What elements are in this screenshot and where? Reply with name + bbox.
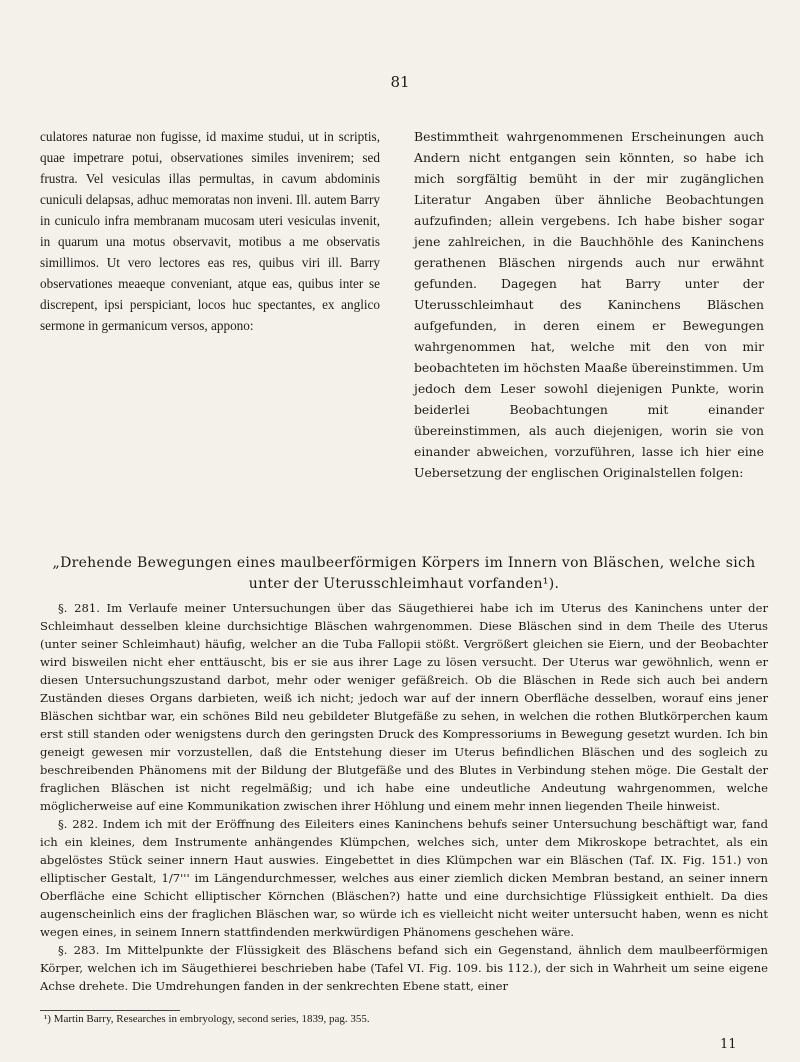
- paragraph-281: §. 281. Im Verlaufe meiner Untersuchungen über das Säugethierei habe ich im Uterus des Kaninchens unter der Schleimhaut desselben kleine durchsichtige Bläschen wahrgenommen. Diese Bläschen sind in dem Theile des Uterus (unter seiner Schleimhaut) häufig, welcher an die Tuba Fallopii stößt. Vergrößert gleichen sie Eiern, und der Beobachter wird bisweilen nicht eher enttäuscht, bis er sie aus ihrer Lage zu lösen versucht. Der Uterus war gewöhnlich, wenn er diesen Untersuchungszustand darbot, mehr oder weniger gefäßreich. Ob die Bläschen in Rede sich auch bei andern Zuständen dieses Organs darbieten, weiß ich nicht; jedoch war auf der innern Oberfläche desselben, worauf eins jener Bläschen sichtbar war, ein schönes Bild neu gebildeter Blutgefäße zu sehen, in welchen die rothen Blutkörperchen kaum erst still standen oder wenigstens durch den geringsten Druck des Kompressoriums in Bewegung gesetzt wurden. Ich bin geneigt gewesen mir vorzustellen, daß die Entstehung dieser im Uterus befindlichen Bläschen und des sogleich zu beschreibenden Phänomens mit der Bildung der Blutgefäße und des Blutes in Verbindung stehen möge. Die Gestalt der fraglichen Bläschen ist nicht regelmäßig; und ich habe eine undeutliche Andeutung wahrgenommen, welche möglicherweise auf eine Kommunikation zwischen ihrer Höhlung und einem mehr innen liegenden Theile hinweist.: [40, 601, 768, 813]
- footnote-divider: [40, 1010, 180, 1011]
- signature-mark: 11: [720, 1037, 737, 1052]
- paragraph-282: §. 282. Indem ich mit der Eröffnung des Eileiters eines Kaninchens behufs seiner Untersuchung beschäftigt war, fand ich ein kleines, dem Instrumente anhängendes Klümpchen, welches sich, unter dem Mikroskope betrachtet, als ein abgelöstes Stück seiner innern Haut auswies. Eingebettet in dies Klümpchen war ein Bläschen (Taf. IX. Fig. 151.) von elliptischer Gestalt, 1/7''' im Längendurchmesser, welches aus einer ziemlich dicken Membran bestand, an seiner innern Oberfläche eine Schicht elliptischer Körnchen (Bläschen?) hatte und eine durchsichtige Flüssigkeit enthielt. Da dies augenscheinlich eins der fraglichen Bläschen war, so würde ich es vielleicht nicht weiter untersucht haben, wenn es nicht wegen eines, in seinem Innern stattfindenden merkwürdigen Phänomens geschehen wäre.: [40, 817, 768, 939]
- body-text: [40, 599, 768, 995]
- footnote: ¹) Martin Barry, Researches in embryology, second series, 1839, pag. 355.: [44, 1013, 370, 1025]
- latin-column: culatores naturae non fugisse, id maxime studui, ut in scriptis, quae impetrare potui, observationes similes invenirem; sed frustra. Vel vesiculas illas permultas, in cavum abdominis cuniculi delapsas, adhuc memoratas non inveni. Ill. autem Barry in cuniculo infra membranam mucosam uteri vesiculas invenit, in quarum una motus observavit, motibus a me observatis simillimos. Ut vero lectores eas res, quibus viri ill. Barry observationes meaeque conveniant, atque eas, quibus inter se discrepent, ipsi perspiciant, locos huc spectantes, ex anglico sermone in germanicum versos, appono:: [40, 129, 380, 333]
- paragraph-283: §. 283. Im Mittelpunkte der Flüssigkeit des Bläschens befand sich ein Gegenstand, ähnlich dem maulbeerförmigen Körper, welchen ich im Säugethierei beschrieben habe (Tafel VI. Fig. 109. bis 112.), der sich in Wahrheit um seine eigene Achse drehete. Die Umdrehungen fanden in der senkrechten Ebene statt, einer: [40, 943, 768, 993]
- section-heading: „Drehende Bewegungen eines maulbeerförmigen Körpers im Innern von Bläschen, welche sich unter der Uterusschleimhaut vorfanden¹).: [52, 555, 756, 592]
- page-number: 81: [390, 73, 410, 91]
- german-column: Bestimmtheit wahrgenommenen Erscheinungen auch Andern nicht entgangen sein könnten, so habe ich mich sorgfältig bemüht in der mir zugänglichen Literatur Angaben über ähnliche Beobachtungen aufzufinden; allein vergebens. Ich habe bisher sogar jene zahlreichen, in die Bauchhöhle des Kaninchens gerathenen Bläschen nirgends auch nur erwähnt gefunden. Dagegen hat Barry unter der Uterusschleimhaut des Kaninchens Bläschen aufgefunden, in deren einem er Bewegungen wahrgenommen hat, welche mit den von mir beobachteten im höchsten Maaße übereinstimmen. Um jedoch dem Leser sowohl diejenigen Punkte, worin beiderlei Beobachtungen mit einander übereinstimmen, als auch diejenigen, worin sie von einander abweichen, vorzuführen, lasse ich hier eine Uebersetzung der englischen Originalstellen folgen:: [414, 129, 764, 480]
